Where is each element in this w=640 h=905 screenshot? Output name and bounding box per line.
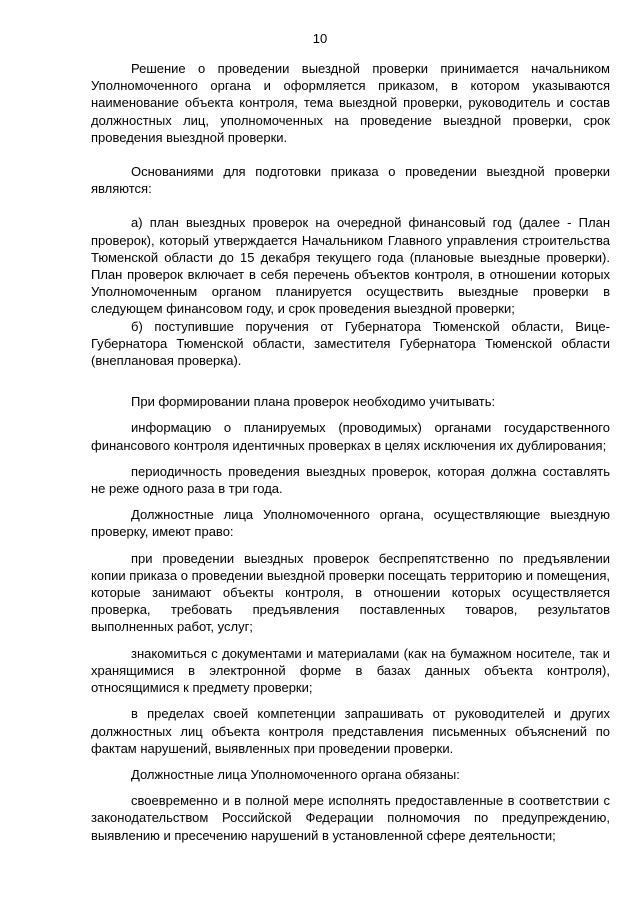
paragraph-obligations-intro: Должностные лица Уполномоченного органа обязаны: [131,766,460,782]
paragraph-rights-intro: Должностные лица Уполномоченного органа, осуществляющие выездную проверку, имеют право: [91,507,610,540]
paragraph-plan-info: информацию о планируемых (проводимых) органами государственного финансового контроля идентичных проверках в целях исключения их дублирования; [91,420,610,453]
paragraph-right-documents: знакомиться с документами и материалами (как на бумажном носителе, так и хранящимися в электронной форме в базах данных объекта контроля), относящимися к предмету проверки; [91,645,610,696]
paragraph-periodicity: периодичность проведения выездных проверок, которая должна составлять не реже одного раза в три года. [91,463,610,497]
page-number: 10 [312,31,328,46]
paragraph-plan-forming: При формировании плана проверок необходимо учитывать: [131,394,496,410]
paragraph-right-visit: при проведении выездных проверок беспрепятственно по предъявлении копии приказа о проведении выездной проверки посещать территорию и помещения, которые занимают объекты контроля, в отношении которых осуществляется проверка, требовать предъявления поставленных товаров, результатов выполненных работ, услуг; [91,550,610,635]
paragraph-decision: Решение о проведении выездной проверки принимается начальником Уполномоченного органа и оформляется приказом, в котором указываются наименование объекта контроля, тема выездной проверки, руководитель и состав должностных лиц, уполномоченных на проведение выездной проверки, срок проведения выездной проверки. [91,61,610,145]
paragraph-obligation-timely: своевременно и в полной мере исполнять предоставленные в соответствии с законодательством Российской Федерации полномочия по предупреждению, выявлению и пресечению нарушений в установленной сфере деятельности; [91,793,610,843]
paragraph-right-request: в пределах своей компетенции запрашивать от руководителей и других должностных лиц объекта контроля представления письменных объяснений по фактам нарушений, выявленных при проведении проверки. [91,706,610,756]
document-body [91,60,610,844]
paragraph-grounds: Основаниями для подготовки приказа о проведении выездной проверки являются: [91,164,610,197]
paragraph-item-b: б) поступившие поручения от Губернатора Тюменской области, Вице-Губернатора Тюменской области, заместителя Губернатора Тюменской области (внеплановая проверка). [91,318,610,369]
paragraph-item-a: а) план выездных проверок на очередной финансовый год (далее - План проверок), который утверждается Начальником Главного управления строительства Тюменской области до 15 декабря текущего года (плановые выездные проверки). План проверок включает в себя перечень объектов контроля, в отношении которых Уполномоченным органом планируется осуществить выездные проверки в следующем финансовом году, и срок проведения выездной проверки; [91,215,610,317]
